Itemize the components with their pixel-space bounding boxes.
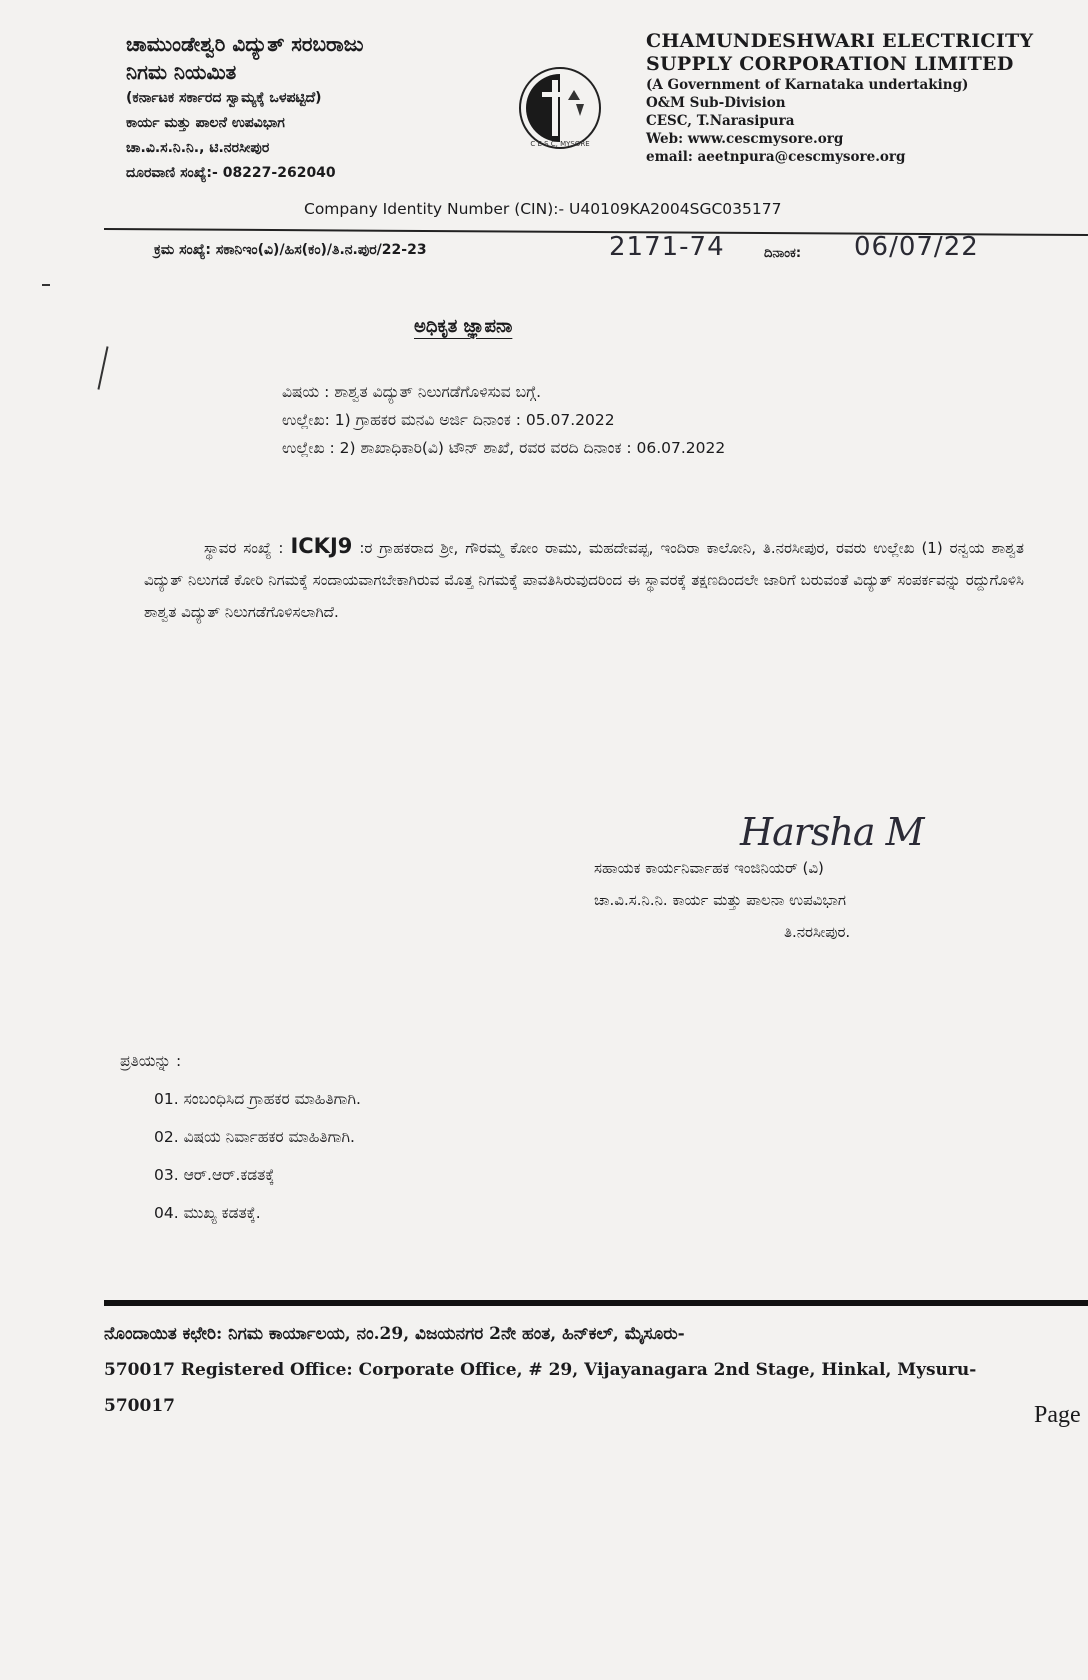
en-office-location: CESC, T.Narasipura [646, 113, 795, 129]
signatory-place: ತಿ.ನರಸೀಪುರ. [784, 923, 851, 941]
en-subdivision: O&M Sub-Division [646, 95, 786, 111]
en-company-name-line1: CHAMUNDESHWARI ELECTRICITY [646, 30, 1034, 52]
registered-office-footer [104, 1316, 1088, 1424]
signatory-designation: ಸಹಾಯಕ ಕಾರ್ಯನಿರ್ವಾಹಕ ಇಂಜಿನಿಯರ್ (ವಿ) [594, 859, 824, 877]
en-company-name-line2: SUPPLY CORPORATION LIMITED [646, 53, 1014, 75]
copy-item: 03. ಆರ್.ಆರ್.ಕಡತಕ್ಕೆ [154, 1166, 275, 1184]
english-letterhead [646, 30, 1086, 166]
cesc-logo [516, 64, 604, 152]
en-website: Web: www.cescmysore.org [646, 131, 844, 147]
signatory-block [594, 852, 850, 948]
reference-line [154, 232, 1054, 262]
date-handwritten: 06/07/22 [854, 232, 979, 262]
copy-item: 04. ಮುಖ್ಯ ಕಡತಕ್ಕೆ. [154, 1204, 261, 1222]
kn-subdivision: ಕಾರ್ಯ ಮತ್ತು ಪಾಲನೆ ಉಪವಿಭಾಗ [126, 115, 285, 131]
reference-label: ಕ್ರಮ ಸಂಖ್ಯೆ: ಸಕಾನಿಇಂ(ವಿ)/ಹಿಸ(ಕಂ)/ತಿ.ನ.ಪುರ/22-23 [154, 242, 427, 258]
page-label: Page [1034, 1402, 1081, 1428]
kn-office-location: ಚಾ.ವಿ.ಸ.ನಿ.ನಿ., ಟಿ.ನರಸೀಪುರ [126, 140, 270, 156]
footer-line-pin: 570017 [104, 1396, 175, 1416]
body-lead: ಸ್ಥಾವರ ಸಂಖ್ಯೆ : [204, 539, 284, 557]
reference-2-line: ಉಲ್ಲೇಖ : 2) ಶಾಖಾಧಿಕಾರಿ(ವಿ) ಟೌನ್ ಶಾಖೆ, ರವರ ವರದಿ ದಿನಾಂಕ : 06.07.2022 [282, 439, 726, 457]
subject-block [282, 378, 725, 462]
en-govt-undertaking: (A Government of Karnataka undertaking) [646, 77, 969, 93]
copy-item: 02. ವಿಷಯ ನಿರ್ವಾಹಕರ ಮಾಹಿತಿಗಾಗಿ. [154, 1128, 355, 1146]
footer-line-kannada: ನೊಂದಾಯಿತ ಕಛೇರಿ: ನಿಗಮ ಕಾರ್ಯಾಲಯ, ನಂ.29, ವಿಜಯನಗರ 2ನೇ ಹಂತ, ಹಿನ್‌ಕಲ್, ಮೈಸೂರು- [104, 1324, 685, 1344]
kannada-letterhead [126, 30, 506, 186]
signatory-office: ಚಾ.ವಿ.ಸ.ನಿ.ನಿ. ಕಾರ್ಯ ಮತ್ತು ಪಾಲನಾ ಉಪವಿಭಾಗ [594, 891, 847, 909]
speck-mark [42, 284, 50, 286]
memo-body [144, 530, 1024, 628]
installation-code: ICKJ9 [290, 534, 353, 558]
subject-line: ವಿಷಯ : ಶಾಶ್ವತ ವಿದ್ಯುತ್ ನಿಲುಗಡೆಗೊಳಿಸುವ ಬಗ್ಗೆ. [282, 383, 541, 401]
reference-1-line: ಉಲ್ಲೇಖ: 1) ಗ್ರಾಹಕರ ಮನವಿ ಅರ್ಜಿ ದಿನಾಂಕ : 05.07.2022 [282, 411, 615, 429]
date-label: ದಿನಾಂಕ: [764, 246, 802, 261]
footer-line-english: 570017 Registered Office: Corporate Office, # 29, Vijayanagara 2nd Stage, Hinkal, Mysuru- [104, 1360, 977, 1380]
kn-company-name-line2: ನಿಗಮ ನಿಯಮಿತ [126, 60, 237, 84]
pen-mark [97, 346, 108, 389]
kn-company-name-line1: ಚಾಮುಂಡೇಶ್ವರಿ ವಿದ್ಯುತ್ ಸರಬರಾಜು [126, 32, 364, 56]
body-text: :ರ ಗ್ರಾಹಕರಾದ ಶ್ರೀ, ಗೌರಮ್ಮ ಕೋಂ ರಾಮು, ಮಹದೇವಪ್ಪ, ಇಂದಿರಾ ಕಾಲೋನಿ, ತಿ.ನರಸೀಪುರ, ರವರು ಉಲ್ಲೇಖ (1) ರನ್ವಯ ಶಾಶ್ವತ ವಿದ್ಯುತ್ ನಿಲುಗಡೆ ಕೋರಿ ನಿಗಮಕ್ಕೆ ಸಂದಾಯವಾಗಬೇಕಾಗಿರುವ ಮೊತ್ತ ನಿಗಮಕ್ಕೆ ಪಾವತಿಸಿರುವುದರಿಂದ ಈ ಸ್ಥಾವರಕ್ಕೆ ತಕ್ಷಣದಿಂದಲೇ ಜಾರಿಗೆ ಬರುವಂತೆ ವಿದ್ಯುತ್ ಸಂಪರ್ಕವನ್ನು ರದ್ದುಗೊಳಿಸಿ ಶಾಶ್ವತ ವಿದ್ಯುತ್ ನಿಲುಗಡೆಗೊಳಿಸಲಾಗಿದೆ. [144, 539, 1024, 621]
kn-phone: ದೂರವಾಣಿ ಸಂಖ್ಯೆ:- 08227-262040 [126, 165, 336, 181]
copy-item: 01. ಸಂಬಂಧಿಸಿದ ಗ್ರಾಹಕರ ಮಾಹಿತಿಗಾಗಿ. [154, 1090, 361, 1108]
footer-divider [104, 1300, 1088, 1306]
copies-heading: ಪ್ರತಿಯನ್ನು : [120, 1052, 182, 1070]
copies-block [120, 1042, 361, 1232]
memo-title: ಅಧಿಕೃತ ಜ್ಞಾಪನಾ [414, 316, 513, 337]
company-cin: Company Identity Number (CIN):- U40109KA2004SGC035177 [304, 200, 782, 218]
reference-number-handwritten: 2171-74 [609, 232, 725, 262]
logo-caption: C E S C, MYSORE [530, 140, 590, 148]
en-email: email: aeetnpura@cescmysore.org [646, 149, 906, 165]
kn-govt-undertaking: (ಕರ್ನಾಟಕ ಸರ್ಕಾರದ ಸ್ವಾಮ್ಯಕ್ಕೆ ಒಳಪಟ್ಟಿದೆ) [126, 90, 322, 106]
handwritten-signature: Harsha M [740, 810, 924, 854]
